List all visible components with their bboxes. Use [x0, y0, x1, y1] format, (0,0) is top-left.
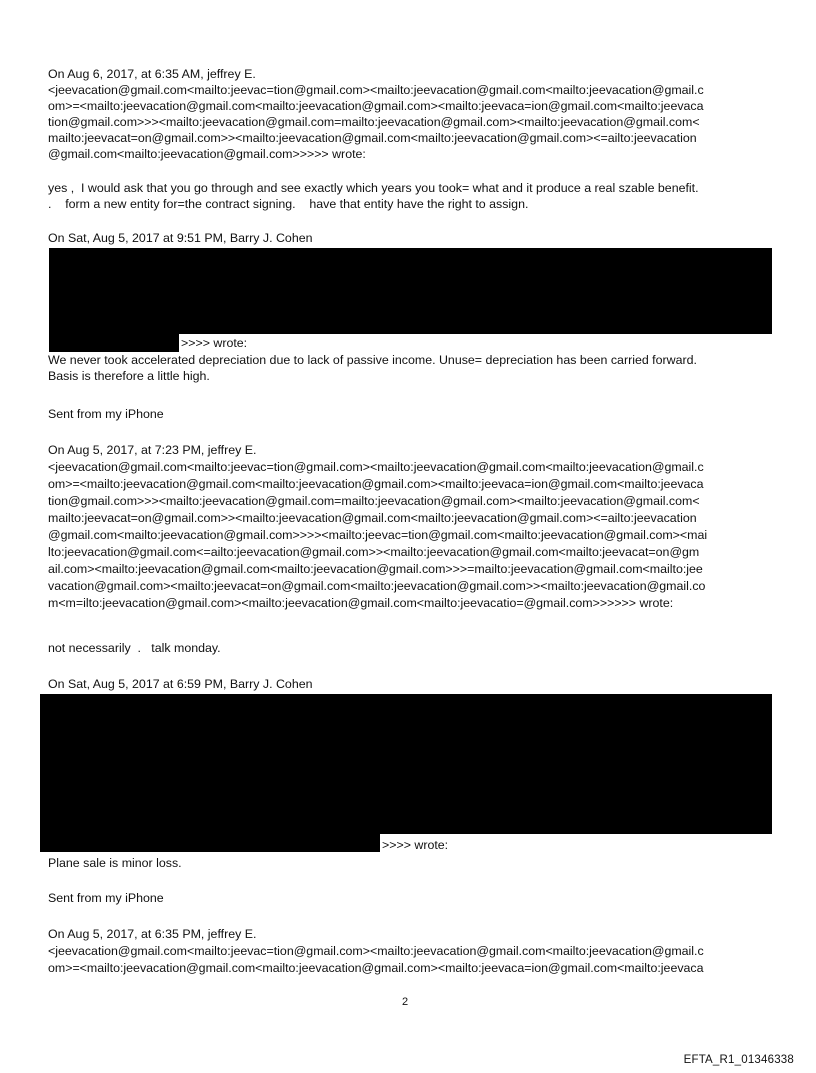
- msg3-header: On Aug 5, 2017, at 7:23 PM, jeffrey E.: [48, 443, 257, 457]
- msg3-address-line: vacation@gmail.com><mailto:jeevacat=on@gmail.com<mailto:jeevacation@gmail.com>><mailto:jeevacation@gmail.co: [48, 579, 706, 593]
- msg1-address-line: mailto:jeevacat=on@gmail.com>><mailto:jeevacation@gmail.com<mailto:jeevacation@gmail.com><=ailto:jeevacation: [48, 131, 697, 145]
- msg2-signature: Sent from my iPhone: [48, 407, 164, 421]
- msg5-address-line: om>=<mailto:jeevacation@gmail.com<mailto:jeevacation@gmail.com><mailto:jeevaca=ion@gmail.com<mailto:jeevaca: [48, 961, 704, 975]
- msg1-address-line: tion@gmail.com>>><mailto:jeevacation@gmail.com=mailto:jeevacation@gmail.com><mailto:jeevacation@gmail.com<: [48, 115, 700, 129]
- msg1-address-line: @gmail.com<mailto:jeevacation@gmail.com>>>>> wrote:: [48, 147, 366, 161]
- redaction-block: [49, 334, 179, 352]
- msg3-address-line: mailto:jeevacat=on@gmail.com>><mailto:jeevacation@gmail.com<mailto:jeevacation@gmail.com><=ailto:jeevacation: [48, 511, 697, 525]
- msg2-body-line: Basis is therefore a little high.: [48, 369, 210, 383]
- msg1-address-line: om>=<mailto:jeevacation@gmail.com<mailto:jeevacation@gmail.com><mailto:jeevaca=ion@gmail.com<mailto:jeevaca: [48, 99, 704, 113]
- msg4-wrote-tail: >>>> wrote:: [382, 838, 449, 852]
- msg1-address-line: <jeevacation@gmail.com<mailto:jeevac=tion@gmail.com><mailto:jeevacation@gmail.com<mailto:jeevacation@gmail.c: [48, 83, 704, 97]
- redaction-block: [40, 834, 380, 852]
- msg2-body-line: We never took accelerated depreciation due to lack of passive income. Unuse= depreciation has been carried forward.: [48, 353, 697, 367]
- msg3-address-line: lto:jeevacation@gmail.com<=ailto:jeevacation@gmail.com>><mailto:jeevacation@gmail.com<mailto:jeevacat=on@gm: [48, 545, 700, 559]
- msg1-body-line: yes , I would ask that you go through and see exactly which years you took= what and it produce a real szable benefit.: [48, 181, 699, 195]
- msg3-address-line: ail.com><mailto:jeevacation@gmail.com<mailto:jeevacation@gmail.com>>>=mailto:jeevacation@gmail.com<mailto:jee: [48, 562, 703, 576]
- msg5-header: On Aug 5, 2017, at 6:35 PM, jeffrey E.: [48, 927, 257, 941]
- msg3-address-line: @gmail.com<mailto:jeevacation@gmail.com>>>><mailto:jeevac=tion@gmail.com<mailto:jeevacation@gmail.com><mai: [48, 528, 708, 542]
- document-id: EFTA_R1_01346338: [683, 1054, 794, 1066]
- msg4-signature: Sent from my iPhone: [48, 891, 164, 905]
- msg3-address-line: tion@gmail.com>>><mailto:jeevacation@gmail.com=mailto:jeevacation@gmail.com><mailto:jeevacation@gmail.com<: [48, 494, 700, 508]
- msg3-address-line: om>=<mailto:jeevacation@gmail.com<mailto:jeevacation@gmail.com><mailto:jeevaca=ion@gmail.com<mailto:jeevaca: [48, 477, 704, 491]
- page-number: 2: [402, 996, 409, 1008]
- msg4-body-line: Plane sale is minor loss.: [48, 856, 182, 870]
- msg3-address-line: <jeevacation@gmail.com<mailto:jeevac=tion@gmail.com><mailto:jeevacation@gmail.com<mailto:jeevacation@gmail.c: [48, 460, 704, 474]
- msg4-header: On Sat, Aug 5, 2017 at 6:59 PM, Barry J. Cohen: [48, 677, 313, 691]
- msg2-wrote-tail: >>>> wrote:: [181, 336, 248, 350]
- msg1-header: On Aug 6, 2017, at 6:35 AM, jeffrey E.: [48, 67, 256, 81]
- msg1-body-line: . form a new entity for=the contract signing. have that entity have the right to assign.: [48, 197, 529, 211]
- redaction-block: [40, 694, 772, 834]
- redaction-block: [49, 248, 772, 334]
- msg2-header: On Sat, Aug 5, 2017 at 9:51 PM, Barry J. Cohen: [48, 231, 313, 245]
- msg3-body-line: not necessarily . talk monday.: [48, 641, 221, 655]
- msg5-address-line: <jeevacation@gmail.com<mailto:jeevac=tion@gmail.com><mailto:jeevacation@gmail.com<mailto:jeevacation@gmail.c: [48, 944, 704, 958]
- msg3-address-line: m<m=ilto:jeevacation@gmail.com><mailto:jeevacation@gmail.com<mailto:jeevacatio=@gmail.com>>>>>> wrote:: [48, 596, 674, 610]
